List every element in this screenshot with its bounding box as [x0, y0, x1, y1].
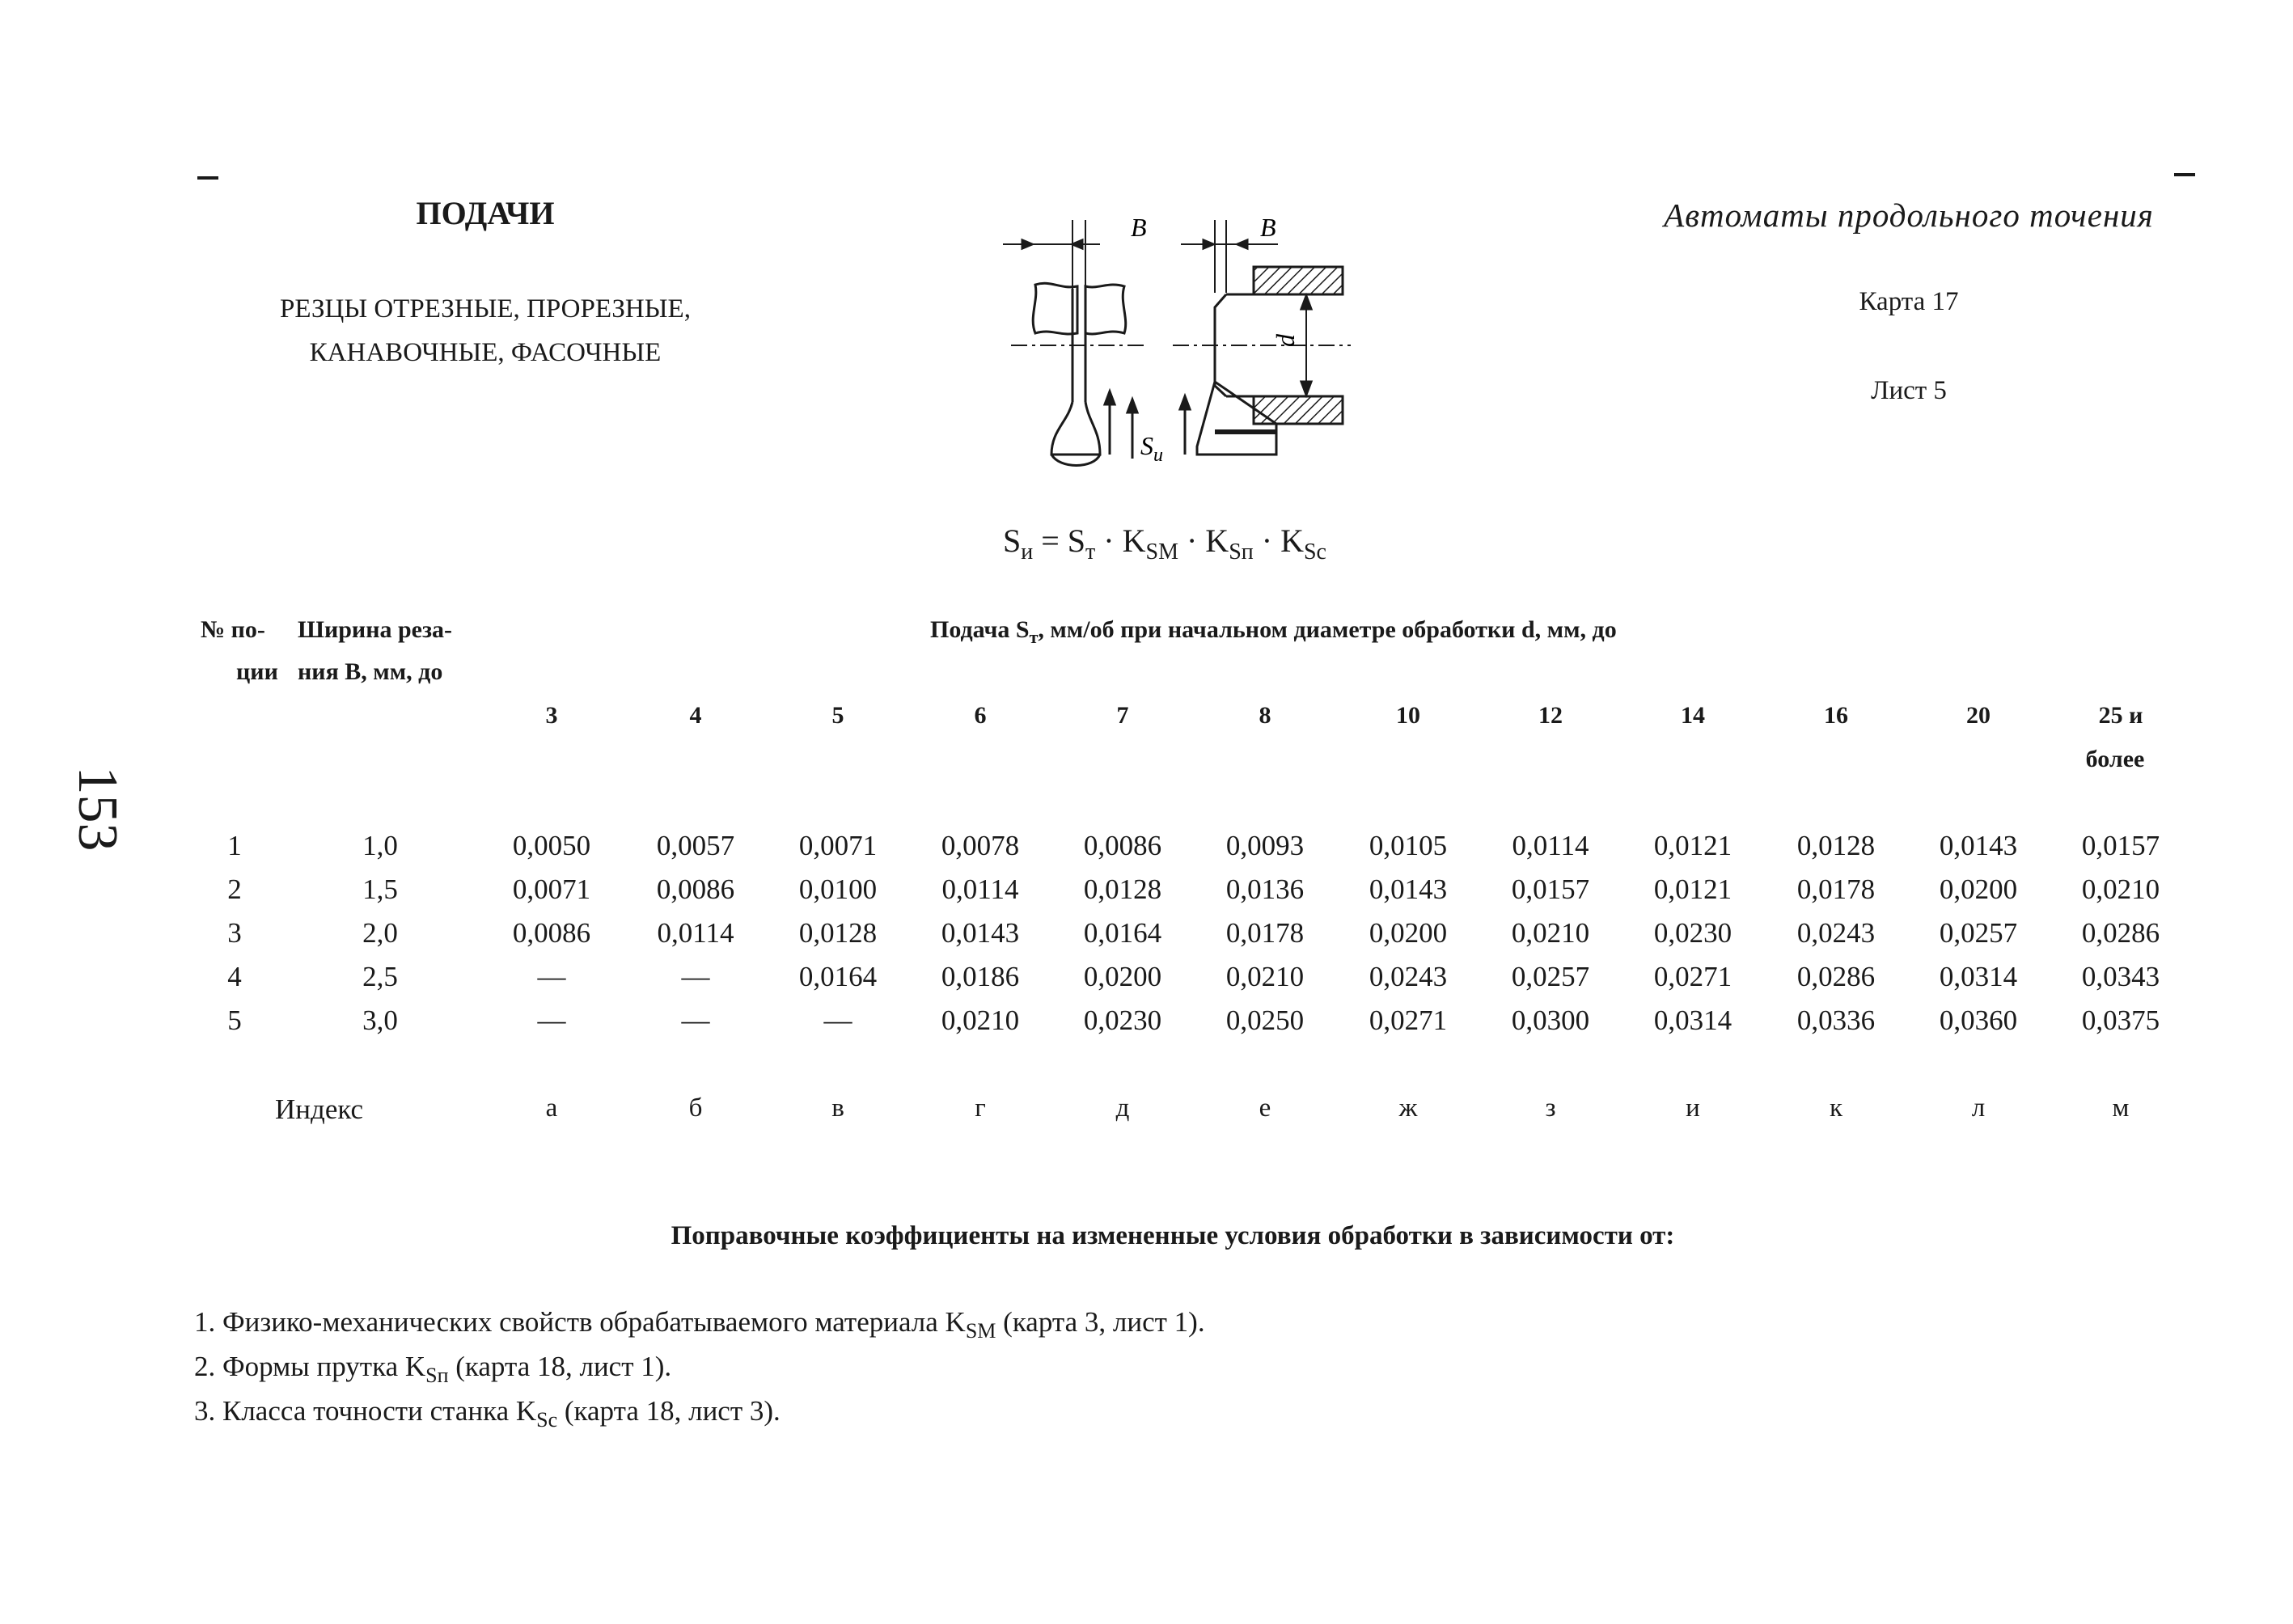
feed-value-cell: 0,0071 [798, 830, 878, 861]
row-width: 1,5 [362, 873, 398, 905]
feed-value-cell: 0,0086 [1083, 830, 1162, 861]
feed-value-cell: — [537, 961, 566, 992]
formula-k3-sub: Sc [1303, 539, 1326, 565]
header-feed-pre: Подача S [930, 616, 1030, 643]
corner-mark-right [2174, 173, 2195, 176]
subtitle-line-2: КАНАВОЧНЫЕ, ФАСОЧНЫЕ [309, 338, 662, 367]
cutter-diagram [1003, 212, 1359, 479]
feed-value-cell: 0,0336 [1796, 1004, 1876, 1036]
formula-s: S [1003, 522, 1022, 559]
row-width: 3,0 [362, 1004, 398, 1036]
feed-value-cell: 0,0257 [1511, 961, 1590, 992]
subtitle-line-1: РЕЗЦЫ ОТРЕЗНЫЕ, ПРОРЕЗНЫЕ, [280, 294, 691, 324]
feed-value-cell: 0,0200 [1083, 961, 1162, 992]
feed-value-cell: 0,0200 [1939, 873, 2018, 905]
index-letter: б [688, 1093, 703, 1123]
diameter-header-cell: 6 [974, 702, 987, 729]
index-letter: в [831, 1093, 844, 1123]
header-position-line2: ции [236, 658, 278, 685]
diameter-header-cell: 10 [1396, 702, 1420, 729]
correction-note [194, 1306, 1205, 1343]
formula-k1-sub: SM [1145, 539, 1178, 565]
feed-value-cell: 0,0086 [512, 917, 591, 949]
index-letter: д [1115, 1093, 1130, 1123]
formula-k2-sub: Sп [1229, 539, 1254, 565]
feed-value-cell: 0,0210 [941, 1004, 1020, 1036]
formula-st-sub: т [1085, 539, 1096, 565]
feed-value-cell: 0,0164 [798, 961, 878, 992]
feed-value-cell: 0,0143 [1939, 830, 2018, 861]
feed-value-cell: 0,0105 [1369, 830, 1448, 861]
feed-value-cell: 0,0121 [1653, 873, 1732, 905]
feed-value-cell: 0,0128 [1796, 830, 1876, 861]
note-reference: (карта 18, лист 3). [557, 1395, 781, 1427]
note-reference: (карта 3, лист 1). [996, 1306, 1205, 1338]
card-number: Карта 17 [1859, 287, 1959, 316]
row-width: 2,5 [362, 961, 398, 992]
feed-value-cell: 0,0143 [941, 917, 1020, 949]
row-width: 1,0 [362, 830, 398, 861]
feed-value-cell: 0,0093 [1225, 830, 1305, 861]
diameter-header-cell: 3 [545, 702, 558, 729]
row-width: 2,0 [362, 917, 398, 949]
feed-value-cell: 0,0100 [798, 873, 878, 905]
feed-value-cell: 0,0114 [941, 873, 1019, 905]
index-label: Индекс [275, 1093, 364, 1125]
row-position: 2 [227, 873, 242, 905]
feed-value-cell: 0,0071 [512, 873, 591, 905]
index-letter: и [1686, 1093, 1700, 1123]
header-width-line2: ния B, мм, до [298, 658, 443, 685]
label-b-left: B [1131, 213, 1147, 242]
label-s-feed [1140, 431, 1163, 466]
feed-value-cell: 0,0128 [798, 917, 878, 949]
diameter-header-cell: 16 [1824, 702, 1848, 729]
header-width [298, 616, 452, 686]
feed-value-cell: 0,0164 [1083, 917, 1162, 949]
formula-k1: · K [1095, 522, 1146, 559]
diameter-header-cell: 25 и [2098, 702, 2143, 729]
corner-mark-left [197, 176, 218, 180]
header-width-line1: Ширина реза- [298, 616, 453, 643]
feed-value-cell: 0,0143 [1369, 873, 1448, 905]
note-reference: (карта 18, лист 1). [448, 1351, 672, 1382]
feed-value-cell: 0,0210 [1511, 917, 1590, 949]
row-position: 4 [227, 961, 242, 992]
label-s-base: S [1140, 431, 1153, 460]
feed-value-cell: 0,0178 [1796, 873, 1876, 905]
feed-value-cell: 0,0157 [2081, 830, 2160, 861]
diameter-header-cell: 7 [1116, 702, 1129, 729]
section-title: Автоматы продольного точения [1664, 197, 2154, 234]
feed-value-cell: 0,0230 [1083, 1004, 1162, 1036]
feed-value-cell: 0,0200 [1369, 917, 1448, 949]
corrections-title: Поправочные коэффициенты на измененные условия обработки в зависимости от: [671, 1221, 1675, 1250]
formula-s-sub: и [1021, 539, 1034, 565]
feed-value-cell: 0,0343 [2081, 961, 2160, 992]
header-feed [930, 616, 1820, 648]
note-text: 2. Формы прутка K [194, 1351, 426, 1382]
feed-value-cell: 0,0078 [941, 830, 1020, 861]
diameter-header-cell: 20 [1966, 702, 1991, 729]
feed-value-cell: 0,0360 [1939, 1004, 2018, 1036]
feed-formula [1003, 522, 1391, 565]
correction-note [194, 1351, 671, 1388]
feed-value-cell: — [681, 961, 710, 992]
note-text: 1. Физико-механических свойств обрабатываемого материала K [194, 1306, 966, 1338]
note-coefficient-sub: Sc [536, 1408, 558, 1432]
index-letter: л [1971, 1093, 1986, 1123]
header-feed-post: , мм/об при начальном диаметре обработки d, мм, до [1038, 616, 1617, 643]
feed-value-cell: 0,0314 [1939, 961, 2018, 992]
formula-k3: · K [1253, 522, 1304, 559]
index-letter: з [1545, 1093, 1556, 1123]
feed-value-cell: 0,0050 [512, 830, 591, 861]
feed-value-cell: 0,0243 [1369, 961, 1448, 992]
label-s-sub: и [1153, 445, 1163, 466]
sheet-number: Лист 5 [1871, 376, 1947, 405]
index-letter: а [545, 1093, 558, 1123]
feed-value-cell: 0,0114 [1512, 830, 1589, 861]
diameter-header-more: более [2085, 746, 2145, 772]
feed-value-cell: 0,0157 [1511, 873, 1590, 905]
page-number: 153 [66, 766, 129, 852]
note-coefficient-sub: Sп [425, 1364, 449, 1387]
feed-value-cell: 0,0128 [1083, 873, 1162, 905]
feed-value-cell: 0,0271 [1369, 1004, 1448, 1036]
feed-value-cell: 0,0375 [2081, 1004, 2160, 1036]
feed-value-cell: 0,0250 [1225, 1004, 1305, 1036]
label-d: d [1271, 334, 1300, 347]
feed-value-cell: 0,0121 [1653, 830, 1732, 861]
feed-value-cell: — [823, 1004, 852, 1036]
feed-value-cell: 0,0210 [1225, 961, 1305, 992]
feed-value-cell: 0,0286 [1796, 961, 1876, 992]
feed-value-cell: 0,0271 [1653, 961, 1732, 992]
row-position: 5 [227, 1004, 242, 1036]
feed-value-cell: 0,0136 [1225, 873, 1305, 905]
correction-note [194, 1395, 781, 1432]
label-b-right: B [1260, 213, 1276, 242]
row-position: 1 [227, 830, 242, 861]
diameter-header-cell: 8 [1259, 702, 1271, 729]
feed-value-cell: 0,0057 [656, 830, 735, 861]
feed-value-cell: 0,0257 [1939, 917, 2018, 949]
row-position: 3 [227, 917, 242, 949]
feed-value-cell: 0,0314 [1653, 1004, 1732, 1036]
feed-value-cell: 0,0186 [941, 961, 1020, 992]
diameter-header-cell: 12 [1538, 702, 1563, 729]
formula-k2: · K [1178, 522, 1229, 559]
index-letter: м [2112, 1093, 2130, 1123]
feed-value-cell: 0,0230 [1653, 917, 1732, 949]
diameter-header-cell: 14 [1681, 702, 1705, 729]
formula-eq: = S [1033, 522, 1086, 559]
diameter-header-cell: 4 [689, 702, 702, 729]
feed-value-cell: 0,0114 [657, 917, 734, 949]
header-feed-sub: т [1029, 627, 1039, 647]
right-view [1173, 220, 1351, 455]
note-coefficient-sub: SM [965, 1319, 996, 1343]
page-subtitle [243, 287, 728, 374]
index-letter: е [1259, 1093, 1271, 1123]
index-letter: к [1829, 1093, 1843, 1123]
left-view [1003, 220, 1149, 466]
note-text: 3. Класса точности станка K [194, 1395, 537, 1427]
header-position-line1: № по- [201, 616, 265, 643]
feed-value-cell: 0,0178 [1225, 917, 1305, 949]
feed-value-cell: — [537, 1004, 566, 1036]
index-letter: ж [1398, 1093, 1418, 1123]
page-title: ПОДАЧИ [416, 195, 555, 231]
feed-value-cell: 0,0243 [1796, 917, 1876, 949]
feed-value-cell: — [681, 1004, 710, 1036]
feed-value-cell: 0,0300 [1511, 1004, 1590, 1036]
index-letter: г [975, 1093, 986, 1123]
header-position [201, 616, 278, 686]
feed-value-cell: 0,0286 [2081, 917, 2160, 949]
feed-value-cell: 0,0086 [656, 873, 735, 905]
diameter-header-cell: 5 [831, 702, 844, 729]
feed-value-cell: 0,0210 [2081, 873, 2160, 905]
